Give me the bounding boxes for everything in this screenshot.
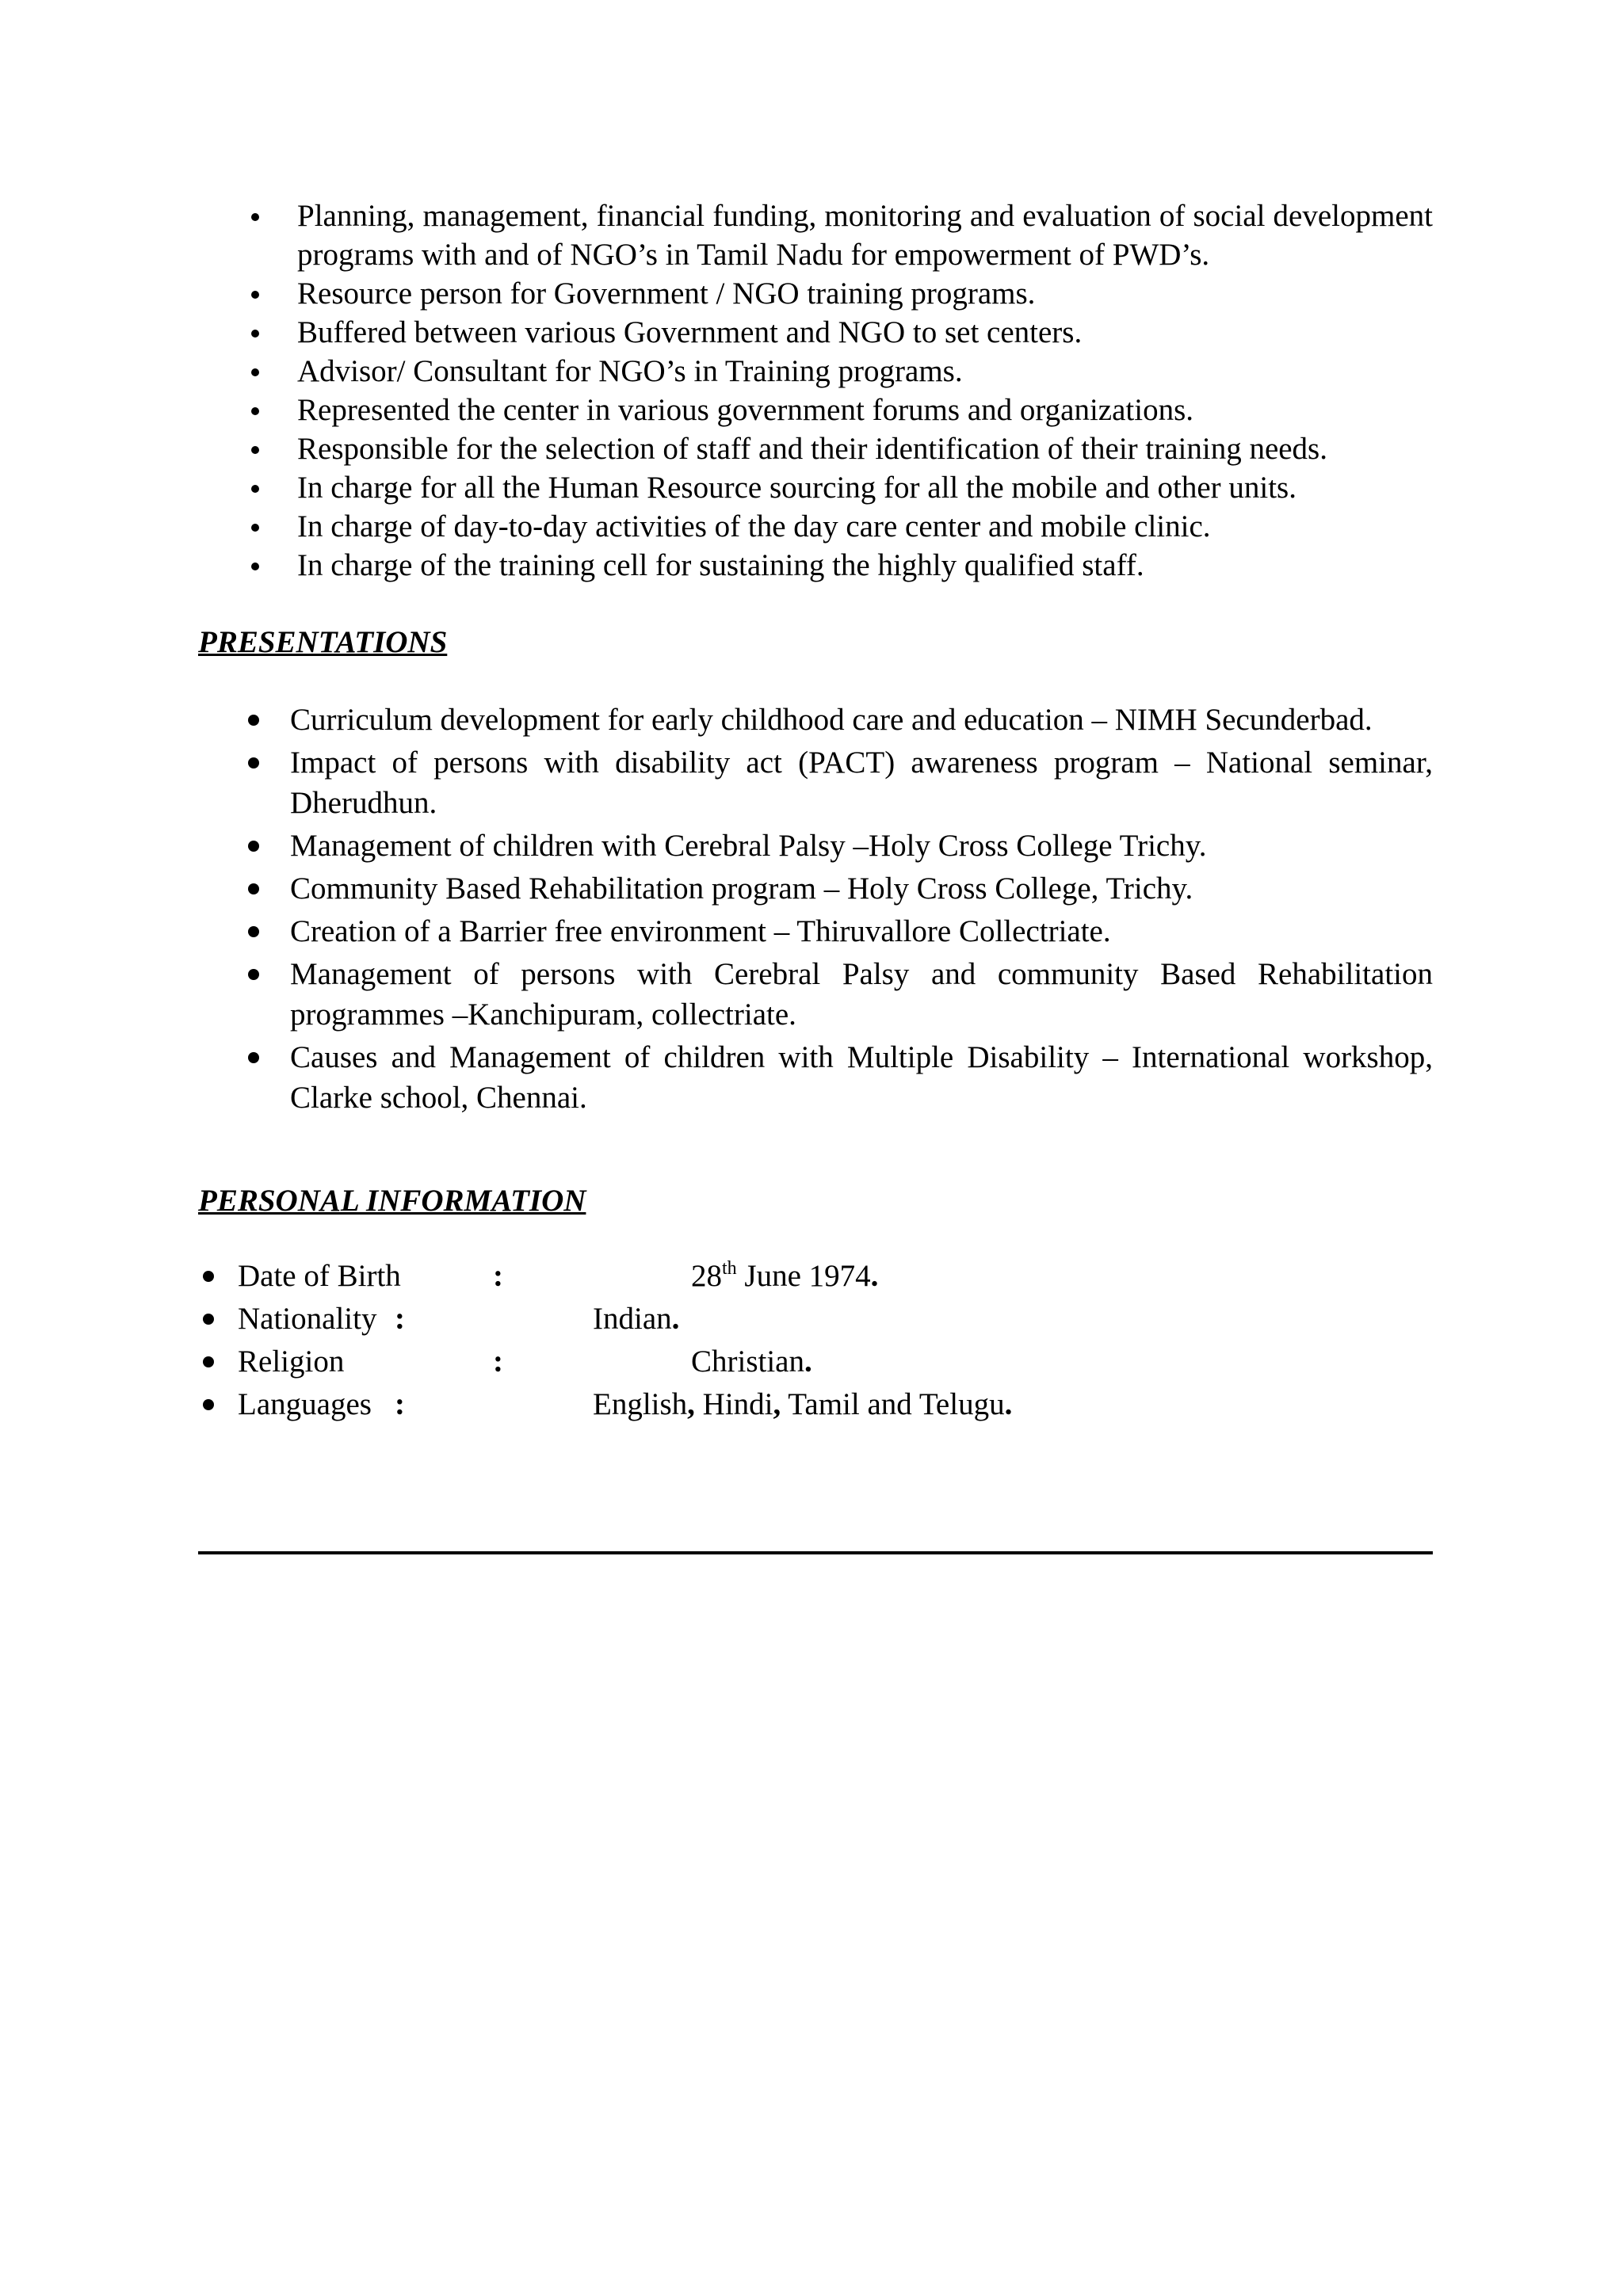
dob-label: Date of Birth: [238, 1259, 401, 1293]
list-item: [198, 274, 1433, 313]
list-item-text: Impact of persons with disability act (PACT) awareness program – National seminar, Dherudhun.: [290, 746, 1433, 820]
presentations-heading: PRESENTATIONS: [198, 625, 448, 659]
list-item-text: In charge of day-to-day activities of the day care center and mobile clinic.: [297, 509, 1211, 543]
list-item-text: Management of children with Cerebral Palsy –Holy Cross College Trichy.: [290, 829, 1207, 863]
list-item-text: In charge for all the Human Resource sourcing for all the mobile and other units.: [297, 471, 1296, 505]
bullet-icon: [251, 485, 259, 493]
bullet-icon: [248, 883, 259, 894]
list-item-text: In charge of the training cell for sustaining the highly qualified staff.: [297, 548, 1144, 582]
bullet-icon: [251, 368, 259, 376]
languages-comma: ,: [773, 1387, 781, 1421]
list-item: [198, 313, 1433, 352]
list-item: [198, 700, 1433, 740]
nationality-colon: :: [395, 1302, 405, 1336]
religion-value: [691, 1341, 812, 1383]
list-item: [198, 352, 1433, 391]
dob-value: [691, 1255, 878, 1298]
list-item: [198, 429, 1433, 468]
bullet-icon: [248, 1052, 259, 1063]
religion-label: Religion: [238, 1344, 345, 1379]
bullet-icon: [251, 407, 259, 415]
personal-row-dob: [198, 1255, 1433, 1298]
personal-information-list: [198, 1255, 1433, 1426]
dob-colon: :: [493, 1259, 503, 1293]
languages-label: Languages: [238, 1387, 372, 1421]
language-english: English: [593, 1387, 688, 1421]
bullet-icon: [248, 841, 259, 852]
nationality-label: Nationality: [238, 1302, 377, 1336]
list-item-text: Creation of a Barrier free environment – Thiruvallore Collectriate.: [290, 914, 1111, 948]
languages-comma: ,: [687, 1387, 695, 1421]
list-item-text: Community Based Rehabilitation program – Holy Cross College, Trichy.: [290, 871, 1193, 906]
dob-month-year: June 1974: [736, 1259, 871, 1293]
page-content: [198, 196, 1433, 1426]
dob-period: .: [870, 1259, 879, 1293]
list-item: [198, 1037, 1433, 1118]
list-item: [198, 546, 1433, 585]
religion-period: .: [804, 1344, 812, 1379]
bullet-icon: [251, 330, 259, 338]
horizontal-rule: [198, 1551, 1433, 1554]
list-item: [198, 507, 1433, 546]
bullet-icon: [248, 757, 259, 769]
languages-period: .: [1004, 1387, 1013, 1421]
list-item-text: Management of persons with Cerebral Palsy and community Based Rehabilitation programmes –Kanchipuram, collectriate.: [290, 957, 1433, 1032]
list-item-text: Causes and Management of children with Multiple Disability – International workshop, Clarke school, Chennai.: [290, 1040, 1433, 1115]
list-item: [198, 826, 1433, 866]
dob-day: 28: [691, 1259, 722, 1293]
bullet-icon: [251, 213, 259, 221]
nationality-period: .: [671, 1302, 680, 1336]
list-item-text: Resource person for Government / NGO training programs.: [297, 277, 1036, 311]
religion-text: Christian: [691, 1344, 804, 1379]
list-item: [198, 742, 1433, 823]
list-item: [198, 911, 1433, 952]
list-item-text: Curriculum development for early childhood care and education – NIMH Secunderbad.: [290, 703, 1373, 737]
personal-row-religion: [198, 1341, 1433, 1383]
bullet-icon: [251, 524, 259, 532]
bullet-icon: [203, 1399, 214, 1410]
list-item: [198, 391, 1433, 429]
bullet-icon: [248, 715, 259, 726]
bullet-icon: [251, 563, 259, 570]
bullet-icon: [203, 1314, 214, 1325]
list-item-text: Planning, management, financial funding, monitoring and evaluation of social development programs with and of NGO’s in Tamil Nadu for empowerment of PWD’s.: [297, 199, 1433, 272]
nationality-text: Indian: [593, 1302, 672, 1336]
language-hindi: Hindi: [694, 1387, 773, 1421]
list-item: [198, 868, 1433, 909]
list-item: [198, 468, 1433, 507]
bullet-icon: [251, 446, 259, 454]
list-item-text: Buffered between various Government and NGO to set centers.: [297, 315, 1083, 349]
list-item-text: Responsible for the selection of staff and their identification of their training needs.: [297, 432, 1327, 466]
list-item: [198, 196, 1433, 274]
bullet-icon: [203, 1271, 214, 1282]
list-item-text: Represented the center in various government forums and organizations.: [297, 393, 1194, 427]
list-item: [198, 954, 1433, 1035]
personal-information-heading: PERSONAL INFORMATION: [198, 1184, 586, 1218]
languages-value: [593, 1383, 1012, 1426]
bullet-icon: [248, 969, 259, 980]
bullet-icon: [248, 926, 259, 937]
personal-row-languages: [198, 1383, 1433, 1426]
religion-colon: :: [493, 1344, 503, 1379]
nationality-value: [593, 1298, 679, 1341]
presentations-list: [198, 700, 1433, 1118]
dob-day-suffix: th: [722, 1258, 737, 1279]
bullet-icon: [251, 291, 259, 299]
bullet-icon: [203, 1356, 214, 1367]
personal-row-nationality: [198, 1298, 1433, 1341]
duties-list: [198, 196, 1433, 585]
languages-colon: :: [395, 1387, 405, 1421]
language-tamil-telugu: Tamil and Telugu: [781, 1387, 1005, 1421]
list-item-text: Advisor/ Consultant for NGO’s in Training programs.: [297, 354, 963, 388]
